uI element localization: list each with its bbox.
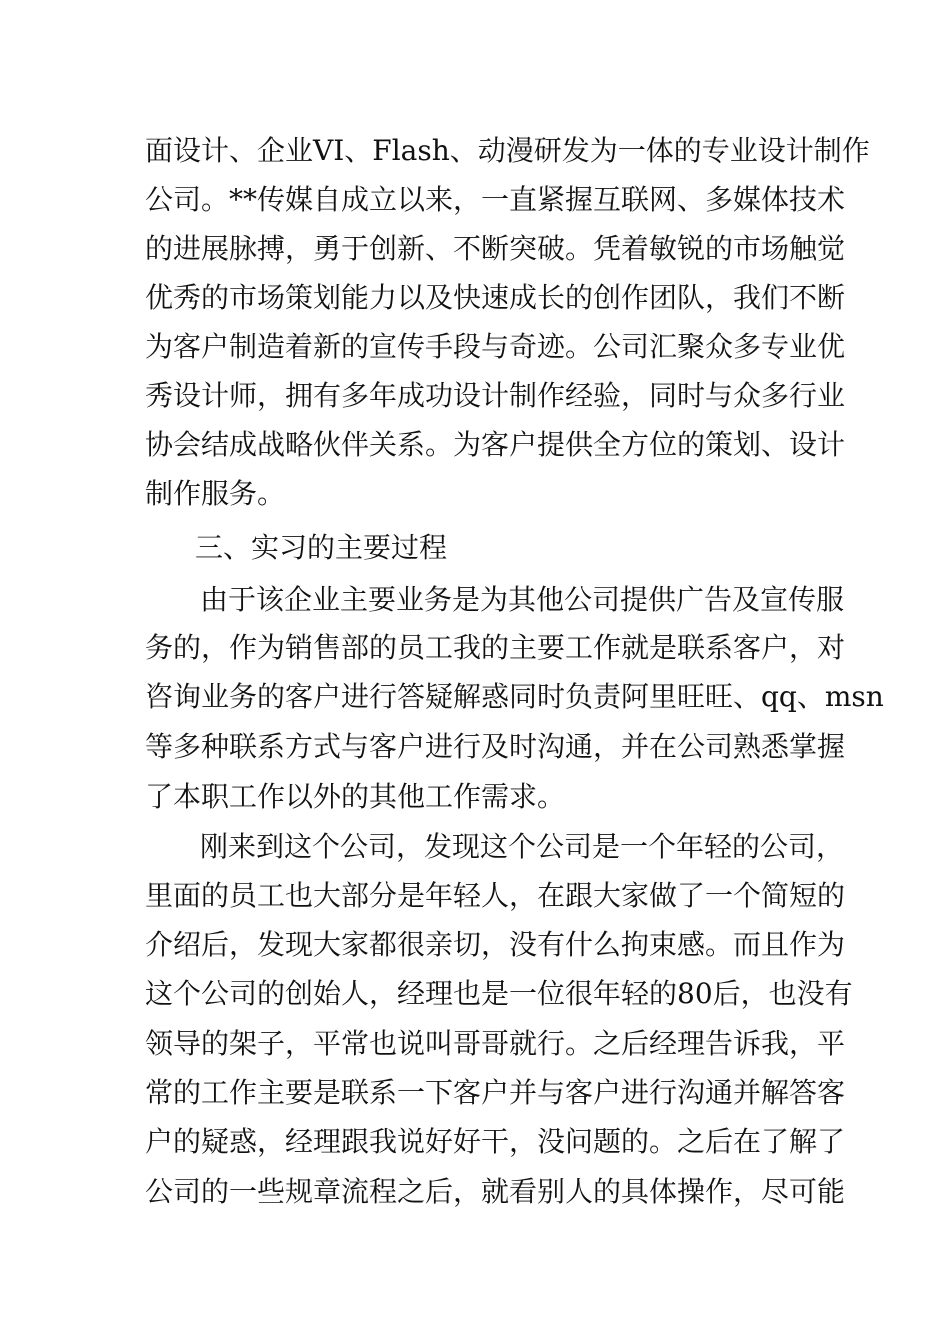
text-line: 领导的架子，平常也说叫哥哥就行。之后经理告诉我，平 [145,1027,846,1060]
text-line: 务的，作为销售部的员工我的主要工作就是联系客户，对 [145,631,846,664]
text-line: 为客户制造着新的宣传手段与奇迹。公司汇聚众多专业优 [145,330,846,363]
text-line: 这个公司的创始人，经理也是一位很年轻的80后，也没有 [145,977,853,1010]
text-line: 了本职工作以外的其他工作需求。 [145,780,566,813]
text-line: 协会结成战略伙伴关系。为客户提供全方位的策划、设计 [145,428,846,461]
text-line: 优秀的市场策划能力以及快速成长的创作团队，我们不断 [145,281,846,314]
text-line: 公司的一些规章流程之后，就看别人的具体操作，尽可能 [145,1175,846,1208]
text-line: 里面的员工也大部分是年轻人，在跟大家做了一个简短的 [145,879,846,912]
section-heading: 三、实习的主要过程 [195,531,448,564]
text-line: 等多种联系方式与客户进行及时沟通，并在公司熟悉掌握 [145,730,846,763]
text-line: 咨询业务的客户进行答疑解惑同时负责阿里旺旺、qq、msn [145,680,884,713]
text-line: 户的疑惑，经理跟我说好好干，没问题的。之后在了解了 [145,1125,846,1158]
text-line: 由于该企业主要业务是为其他公司提供广告及宣传服 [200,583,845,616]
text-line: 制作服务。 [145,477,286,510]
text-line: 公司。**传媒自成立以来，一直紧握互联网、多媒体技术 [145,183,846,216]
text-line: 介绍后，发现大家都很亲切，没有什么拘束感。而且作为 [145,928,846,961]
text-line: 常的工作主要是联系一下客户并与客户进行沟通并解答客 [145,1076,846,1109]
text-line: 刚来到这个公司，发现这个公司是一个年轻的公司， [200,830,845,863]
text-line: 的进展脉搏，勇于创新、不断突破。凭着敏锐的市场触觉 [145,232,846,265]
text-line: 秀设计师，拥有多年成功设计制作经验，同时与众多行业 [145,379,846,412]
text-line: 面设计、企业VI、Flash、动漫研发为一体的专业设计制作 [145,134,870,167]
